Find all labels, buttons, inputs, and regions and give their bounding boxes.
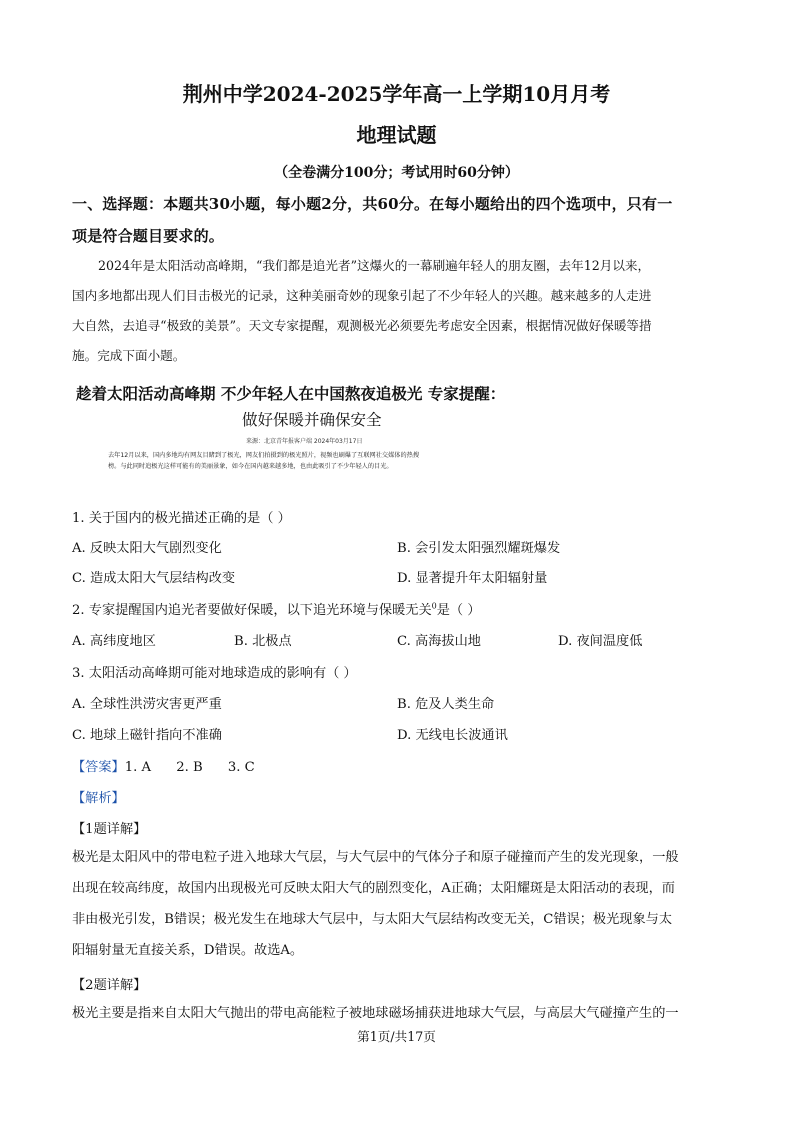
- question-3-option-c: C. 地球上磁针指向不准确: [72, 728, 222, 743]
- passage-line: 2024年是太阳活动高峰期，“我们都是追光者”这爆火的一幕刷遍年轻人的朋友圈，去年12月以来，: [98, 258, 651, 273]
- question-1-option-b: B. 会引发太阳强烈耀斑爆发: [397, 541, 561, 556]
- news-body-line: 去年12月以来，国内多地均有网友目睹到了极光，网友们拍摄到的极光照片，视频也刷爆了互联网社交媒体的热搜: [108, 452, 420, 459]
- exam-info: （全卷满分100分；考试用时60分钟）: [274, 165, 519, 181]
- answer-text: 1. A 2. B 3. C: [124, 760, 255, 775]
- answer-tag: 【答案】: [72, 760, 125, 775]
- detail-line: 极光主要是指来自太阳大气抛出的带电高能粒子被地球磁场捕获进地球大气层，与高层大气碰撞产生的一: [72, 1006, 679, 1021]
- question-2-option-a: A. 高纬度地区: [72, 634, 156, 649]
- question-1-option-d: D. 显著提升年太阳辐射量: [397, 571, 548, 586]
- question-3-option-a: A. 全球性洪涝灾害更严重: [72, 697, 222, 712]
- question-2-stem-text: 2. 专家提醒国内追光者要做好保暖，以下追光环境与保暖无关: [72, 603, 432, 618]
- detail-2-text: [72, 998, 720, 1029]
- detail-line: 非由极光引发，B错误；极光发生在地球大气层中，与太阳大气层结构改变无关，C错误；极光现象与太: [72, 912, 673, 927]
- analysis-tag: 【解析】: [72, 791, 125, 806]
- detail-1-text: [72, 842, 720, 966]
- exam-title: 荆州中学2024-2025学年高一上学期10月月考: [182, 82, 611, 106]
- detail-line: 极光是太阳风中的带电粒子进入地球大气层，与大气层中的气体分子和原子碰撞而产生的发光现象，一般: [72, 850, 679, 865]
- news-body-line: 榜。与此同时追极光这样可能有的美丽景象，如今在国内越来越多地，也由此吸引了不少年轻人的目光。: [108, 463, 393, 470]
- question-3-option-d: D. 无线电长波通讯: [397, 728, 508, 743]
- question-2-stem-tail: 是（ ）: [436, 603, 481, 618]
- section-heading-line1: 一、选择题：本题共30小题，每小题2分，共60分。在每小题给出的四个选项中，只有一: [72, 195, 673, 213]
- detail-1-tag: 【1题详解】: [72, 822, 147, 837]
- page-footer: 第1页/共17页: [357, 1029, 436, 1044]
- question-3-option-b: B. 危及人类生命: [397, 697, 495, 712]
- news-source: 来源：北京青年报客户端 2024年03月17日: [246, 438, 363, 445]
- news-headline: 趁着太阳活动高峰期 不少年轻人在中国熬夜追极光 专家提醒：: [76, 385, 506, 403]
- passage-line: 施。完成下面小题。: [72, 348, 186, 363]
- question-3-stem: 3. 太阳活动高峰期可能对地球造成的影响有（ ）: [72, 666, 357, 681]
- detail-line: 阳辐射量无直接关系，D错误。故选A。: [72, 943, 304, 958]
- detail-2-tag: 【2题详解】: [72, 978, 147, 993]
- answer-line: [72, 756, 255, 775]
- question-2-stem: [72, 599, 481, 618]
- detail-line: 出现在较高纬度，故国内出现极光可反映太阳大气的剧烈变化，A正确；太阳耀斑是太阳活动的表现，而: [72, 881, 675, 896]
- section-heading-line2: 项是符合题目要求的。: [72, 227, 225, 245]
- subject-title: 地理试题: [356, 123, 437, 147]
- question-1-option-a: A. 反映太阳大气剧烈变化: [72, 541, 222, 556]
- passage-line: 大自然，去追寻“极致的美景”。天文专家提醒，观测极光必须要先考虑安全因素，根据情况做好保暖等措: [72, 318, 652, 333]
- reading-passage: [72, 251, 717, 371]
- question-2-option-c: C. 高海拔山地: [397, 634, 481, 649]
- question-2-option-b: B. 北极点: [234, 634, 292, 649]
- question-2-option-d: D. 夜间温度低: [558, 634, 643, 649]
- passage-line: 国内多地都出现人们目击极光的记录，这种美丽奇妙的现象引起了不少年轻人的兴趣。越来越多的人走进: [72, 288, 652, 303]
- news-subheadline: 做好保暖并确保安全: [242, 411, 382, 429]
- question-1-stem: 1. 关于国内的极光描述正确的是（ ）: [72, 511, 291, 526]
- question-2-marker: 0: [431, 601, 437, 611]
- question-1-option-c: C. 造成太阳大气层结构改变: [72, 571, 236, 586]
